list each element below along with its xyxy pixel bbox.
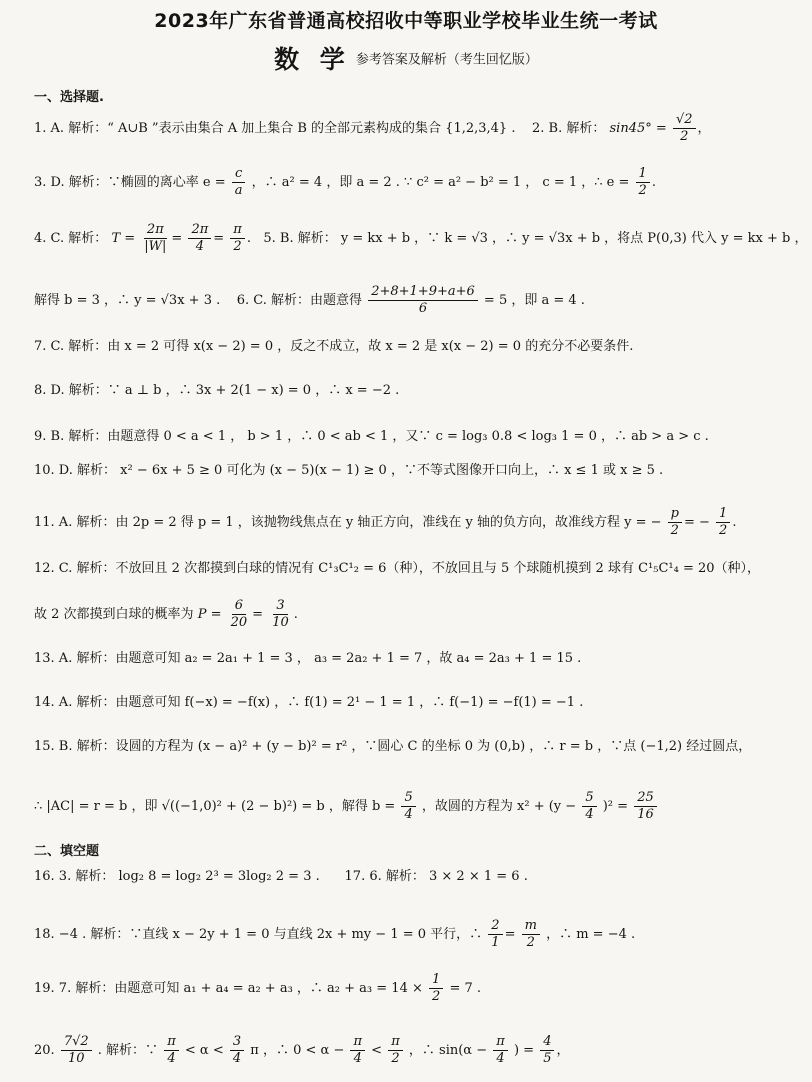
fraction-numerator: 3 [230,1034,244,1051]
answer-q14: 14. A. 解析：由题意可知 f(−x) = −f(x) ，∴ f(1) = 2¹ − 1 = 1 ，∴ f(−1) = −f(1) = −1 . [34,695,584,710]
answer-q2-label: 2. B. 解析： [532,121,606,136]
fraction [230,222,245,255]
fraction-numerator: 5 [401,790,415,807]
answer-q7: 7. C. 解析：由 x = 2 可得 x(x − 2) = 0 ，反之不成立，故 x = 2 是 x(x − 2) = 0 的充分不必要条件. [34,339,634,354]
fraction [401,790,415,823]
answer-q5: 5. B. 解析： y = kx + b ，∵ k = √3 ，∴ y = √3x + b ，将点 P(0,3) 代入 y = kx + b ， [263,231,808,246]
answer-q8: 8. D. 解析：∵ a ⊥ b ，∴ 3x + 2(1 − x) = 0 ，∴ x = −2 . [34,383,400,398]
fraction-denominator: 4 [195,239,204,254]
fraction-numerator: 2π [188,222,211,239]
answer-q20-part: ，∴ sin(α − [408,1043,488,1058]
answer-line-20: 20. $\frac{7√2}{10}$ . 解析：∵ $\frac{\pi}{4}$ < α < $\frac{3}{4}$ π ，∴ 0 < α − $\frac{\pi}{4}$ < $\frac{\pi}{2}$ ，∴ sin(α − $\frac{\pi}{4}$ ) = $\frac{4}{5}$ ， [34,1034,570,1066]
fraction-denominator: a [234,183,243,198]
answer-q18-part: ，∴ m = −4 . [546,927,636,942]
fraction-denominator: 2 [719,523,728,538]
fraction-numerator: 3 [273,598,287,615]
fraction-numerator: 25 [634,790,657,807]
answer-q15: 15. B. 解析：设圆的方程为 (x − a)² + (y − b)² = r² ，∵圆心 C 的坐标 0 为 (0,b) ，∴ r = b ，∵点 (−1,2) 经过圆点， [34,739,752,754]
fraction [582,790,596,823]
answer-q3-part: ，∴ a² = 4 ，即 a = 2 . ∵ c² = a² − b² = 1 ， c = 1 ，∴ e = [251,175,630,190]
fraction [164,1034,179,1067]
answer-line-4-5: 4. C. 解析： T = $\frac{2\pi}{|W|}$ = $\frac{2\pi}{4}$ = $\frac{\pi}{2}$ . 5. B. 解析： y = kx + b ，∵ k = √3 ，∴ y = √3x + b ，将点 P(0,3) 代入 y = kx + b ， [34,222,808,254]
fraction [429,972,443,1005]
answer-q20-number: 20. [34,1043,55,1058]
answer-q15-cont: ∴ |AC| = r = b ，即 √((−1,0)² + (2 − b)²) = b ，解得 b = [34,799,396,814]
fraction-denominator: 4 [232,1051,242,1066]
fraction-numerator: 1 [636,166,650,183]
answer-q10: 10. D. 解析： x² − 6x + 5 ≥ 0 可化为 (x − 5)(x − 1) ≥ 0 ，∵不等式图像开口向上，∴ x ≤ 1 或 x ≥ 5 . [34,463,664,478]
fraction-denominator: 2 [670,523,679,538]
answer-q3-part: 3. D. 解析：∵椭圆的离心率 e = [34,175,226,190]
fraction-numerator: c [232,166,245,183]
fraction [388,1034,403,1067]
fraction-numerator: π [164,1034,179,1051]
answer-q20-part: ) = [513,1043,535,1058]
fraction-denominator: 5 [543,1051,552,1066]
fraction [350,1034,365,1067]
fraction-denominator: 4 [353,1051,362,1066]
answer-line-18: 18. −4 . 解析：∵直线 x − 2y + 1 = 0 与直线 2x + my − 1 = 0 平行，∴ $\frac{2}{1}$ = $\frac{m}{2}$ ，∴ m = −4 . [34,918,636,950]
answer-q12-cont: 故 2 次都摸到白球的概率为 [34,607,194,622]
exam-title: 2023年广东省普通高校招收中等职业学校毕业生统一考试 [154,10,658,32]
answer-q12-P: P = [197,607,222,622]
answer-q11-part: 11. A. 解析：由 2p = 2 得 p = 1 ，该抛物线焦点在 y 轴正方向，准线在 y 轴的负方向，故准线方程 y = − [34,515,662,530]
fraction-denominator: 16 [637,807,654,822]
fraction-denominator: 2 [526,935,535,950]
fraction-numerator: 2+8+1+9+a+6 [368,284,478,301]
fraction-numerator: √2 [673,112,696,129]
fraction [368,284,478,317]
answer-q12: 12. C. 解析：不放回且 2 次都摸到白球的情况有 C¹₃C¹₂ = 6（种），不放回且与 5 个球随机摸到 2 球有 C¹₅C¹₄ = 20（种）， [34,561,761,576]
fraction [634,790,657,823]
fraction-denominator: 4 [496,1051,505,1066]
fraction [232,166,246,199]
fraction-numerator: π [388,1034,403,1051]
fraction [716,506,730,539]
fraction-numerator: 2π [144,222,167,239]
answer-line-11: 11. A. 解析：由 2p = 2 得 p = 1 ，该抛物线焦点在 y 轴正方向，准线在 y 轴的负方向，故准线方程 y = − $\frac{p}{2}$ = − $\frac{1}{2}$ . [34,506,737,538]
fraction-numerator: 7√2 [61,1034,92,1051]
answer-q20-part: π ，∴ 0 < α − [250,1043,345,1058]
fraction-denominator: 20 [230,615,248,630]
fraction-numerator: 6 [232,598,246,615]
exam-subtitle [0,40,812,76]
fraction [673,112,696,145]
fraction-denominator: 10 [67,1051,85,1066]
answer-line-3: 3. D. 解析：∵椭圆的离心率 e = $\frac{c}{a}$ ，∴ a² = 4 ，即 a = 2 . ∵ c² = a² − b² = 1 ， c = 1 ，∴ e = $\frac{1}{2}$ . [34,166,656,198]
fraction-numerator: 2 [488,918,502,935]
fraction-denominator: 2 [432,989,441,1004]
fraction-denominator: 4 [404,807,413,822]
fraction-denominator: 10 [272,615,289,630]
fraction-denominator: 1 [491,935,500,950]
fraction [522,918,540,951]
fraction [228,598,251,631]
fraction [636,166,650,199]
answer-line-16-17 [34,868,784,886]
fraction-denominator: 4 [585,807,594,822]
answer-q13: 13. A. 解析：由题意可知 a₂ = 2a₁ + 1 = 3 ， a₃ = 2a₂ + 1 = 7 ，故 a₄ = 2a₃ + 1 = 15 . [34,651,582,666]
fraction [493,1034,508,1067]
answer-q20-part: < α < [184,1043,224,1058]
fraction-numerator: π [493,1034,508,1051]
answer-key-label: 参考答案及解析（考生回忆版） [355,52,538,68]
answer-q16: 16. 3. 解析： log₂ 8 = log₂ 2³ = 3log₂ 2 = 3 . [34,869,320,884]
answer-q6-part: 6. C. 解析：由题意得 [236,293,363,308]
fraction-numerator: π [230,222,245,239]
fraction-denominator: 4 [167,1051,176,1066]
fraction-numerator: m [522,918,540,935]
fraction-denominator: 2 [638,183,647,198]
answer-q20-part: . 解析：∵ [97,1043,159,1058]
answer-q18-part: 18. −4 . 解析：∵直线 x − 2y + 1 = 0 与直线 2x + my − 1 = 0 平行，∴ [34,927,483,942]
fraction [61,1034,92,1067]
answer-q9: 9. B. 解析：由题意得 0 < a < 1 ， b > 1 ，∴ 0 < ab < 1 ，又∵ c = log₃ 0.8 < log₃ 1 = 0 ，∴ ab > a > c . [34,429,709,444]
answer-q1: 1. A. 解析：“ A∪B ”表示由集合 A 加上集合 B 的全部元素构成的集合 {1,2,3,4} . [34,121,516,136]
answer-q15-cont: )² = [602,799,629,814]
answer-line-12b: 故 2 次都摸到白球的概率为 P = $\frac{6}{20}$ = $\frac{3}{10}$ . [34,598,298,630]
fraction-numerator: 1 [429,972,443,989]
answer-q19-part: 19. 7. 解析：由题意可知 a₁ + a₄ = a₂ + a₃ ，∴ a₂ + a₃ = 14 × [34,981,423,996]
fraction-denominator: 6 [418,301,428,316]
answer-line-5b-6 [34,284,784,317]
fraction-numerator: 5 [582,790,596,807]
fraction-denominator: 2 [233,239,242,254]
fraction [488,918,502,951]
fraction-denominator: |W| [144,239,167,254]
answer-q2-expr: sin45° = [609,121,667,136]
fraction-numerator: 1 [716,506,730,523]
fraction-numerator: p [668,506,682,523]
fraction [668,506,682,539]
fraction [540,1034,554,1067]
fraction [230,1034,244,1067]
answer-q19-part: = 7 . [449,981,481,996]
section-heading-choice: 一、选择题. [34,90,104,105]
subject-heading: 数 学 [274,45,351,74]
answer-q20-part: < [371,1043,383,1058]
fraction [269,598,292,631]
answer-line-19 [34,972,784,1005]
answer-q4-label: 4. C. 解析： [34,231,108,246]
answer-line-15b [34,790,784,823]
answer-q4-T: T = [111,231,136,246]
fraction-denominator: 2 [680,129,689,144]
fraction-denominator: 2 [391,1051,400,1066]
answer-q17: 17. 6. 解析： 3 × 2 × 1 = 6 . [344,869,528,884]
answer-q5-cont: 解得 b = 3 ，∴ y = √3x + 3 . [34,293,221,308]
answer-q6-part: = 5 ，即 a = 4 . [483,293,585,308]
answer-q15-cont: ，故圆的方程为 x² + (y − [421,799,577,814]
answer-line-1-2: 1. A. 解析：“ A∪B ”表示由集合 A 加上集合 B 的全部元素构成的集合 {1,2,3,4} . 2. B. 解析： sin45° = $\frac{√2}{2}$ ， [34,112,711,144]
fraction [141,222,169,255]
fraction-numerator: 4 [540,1034,554,1051]
fraction-numerator: π [350,1034,365,1051]
fraction [188,222,211,255]
section-heading-fill: 二、填空题 [34,844,100,859]
